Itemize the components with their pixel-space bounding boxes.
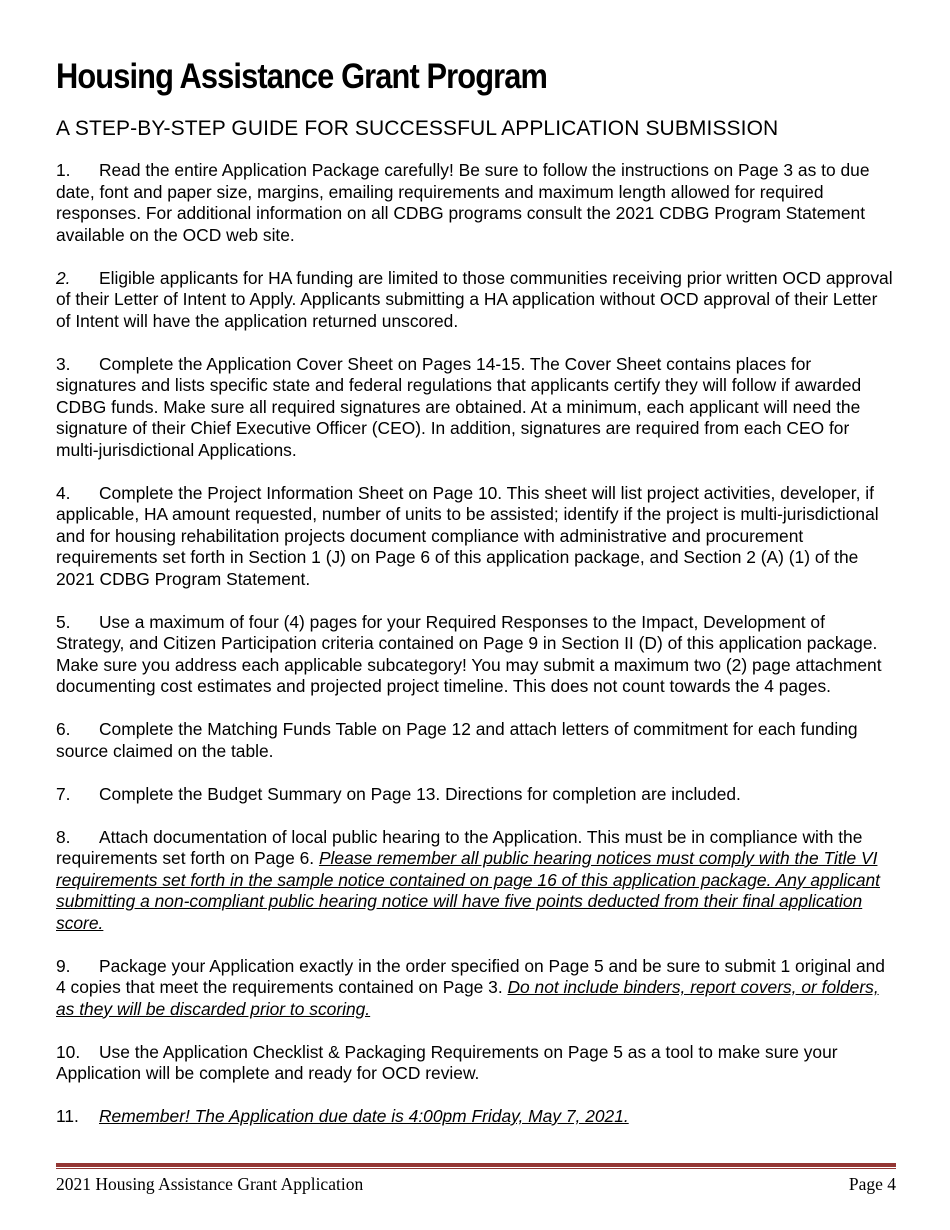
step-3 <box>56 354 896 462</box>
step-number: 9. <box>56 955 71 976</box>
step-8 <box>56 827 896 935</box>
step-text: Use a maximum of four (4) pages for your Required Responses to the Impact, Development of Strategy, and Citizen Participation criteria contained on Page 9 in Section II (D) of this application package. Make sure you address each applicable subcategory! You may submit a maximum two (2) page attachment documenting cost estimates and projected project timeline. This does not count towards the 4 pages. <box>56 611 882 696</box>
step-number: 1. <box>56 160 71 180</box>
step-emphasis-text: Please remember all public hearing notices must comply with the Title VI requirements set forth in the sample notice contained on page 16 of this application package. Any applicant submitting a non-compliant public hearing notice will have five points deducted from their final application score. <box>56 848 881 933</box>
page-subtitle: A STEP-BY-STEP GUIDE FOR SUCCESSFUL APPLICATION SUBMISSION <box>56 117 779 140</box>
step-7 <box>56 784 896 806</box>
step-text: Complete the Project Information Sheet on Page 10. This sheet will list project activities, developer, if applicable, HA amount requested, number of units to be assisted; identify if the project is multi-jurisdictional and for housing rehabilitation projects document compliance with administrative and procurement requirements set forth in Section 1 (J) on Page 6 of this application package, and Section 2 (A) (1) of the 2021 CDBG Program Statement. <box>56 482 879 589</box>
step-11 <box>56 1106 896 1128</box>
step-text: Complete the Matching Funds Table on Page 12 and attach letters of commitment for each funding source claimed on the table. <box>56 719 858 761</box>
step-text: Use the Application Checklist & Packaging Requirements on Page 5 as a tool to make sure your Application will be complete and ready for OCD review. <box>56 1041 838 1083</box>
step-text: Attach documentation of local public hearing to the Application. This must be in compliance with the requirements set forth on Page 6. <box>56 826 863 868</box>
step-text: Read the entire Application Package carefully! Be sure to follow the instructions on Page 3 as to due date, font and paper size, margins, emailing requirements and maximum length allowed for required responses. For additional information on all CDBG programs consult the 2021 CDBG Program Statement available on the OCD web site. <box>56 160 870 245</box>
step-2 <box>56 268 896 333</box>
step-number: 8. <box>56 826 71 847</box>
step-text: Complete the Application Cover Sheet on Pages 14-15. The Cover Sheet contains places for signatures and lists specific state and federal regulations that applicants certify they will follow if awarded CDBG funds. Make sure all required signatures are obtained. At a minimum, each applicant will need the signature of their Chief Executive Officer (CEO). In addition, signatures are required from each CEO for multi-jurisdictional Applications. <box>56 353 862 460</box>
page-title: Housing Assistance Grant Program <box>56 57 548 96</box>
step-number: 7. <box>56 783 71 804</box>
step-1 <box>56 160 896 246</box>
step-4 <box>56 483 896 591</box>
step-10 <box>56 1042 896 1085</box>
step-emphasis-text: Do not include binders, report covers, or folders, as they will be discarded prior to scoring. <box>56 977 879 1019</box>
footer-page-number: Page 4 <box>848 1174 896 1194</box>
footer-divider <box>56 1163 896 1169</box>
step-number: 5. <box>56 611 71 632</box>
step-number: 4. <box>56 482 71 503</box>
step-text: Complete the Budget Summary on Page 13. Directions for completion are included. <box>99 783 741 804</box>
step-number: 6. <box>56 719 71 739</box>
footer-document-title: 2021 Housing Assistance Grant Application <box>56 1174 364 1194</box>
step-number: 11. <box>56 1106 79 1126</box>
step-number: 10. <box>56 1041 81 1062</box>
step-5 <box>56 612 896 698</box>
step-text: Eligible applicants for HA funding are limited to those communities receiving prior written OCD approval of their Letter of Intent to Apply. Applicants submitting a HA application without OCD approval of their Letter of Intent will have the application returned unscored. <box>56 267 893 331</box>
step-9 <box>56 956 896 1021</box>
document-page <box>56 56 896 1128</box>
step-number: 3. <box>56 353 71 374</box>
step-number: 2. <box>56 267 71 288</box>
step-6 <box>56 719 896 762</box>
step-emphasis-text: Remember! The Application due date is 4:00pm Friday, May 7, 2021. <box>99 1106 629 1126</box>
step-text: Package your Application exactly in the order specified on Page 5 and be sure to submit 1 original and 4 copies that meet the requirements contained on Page 3. <box>56 955 885 997</box>
